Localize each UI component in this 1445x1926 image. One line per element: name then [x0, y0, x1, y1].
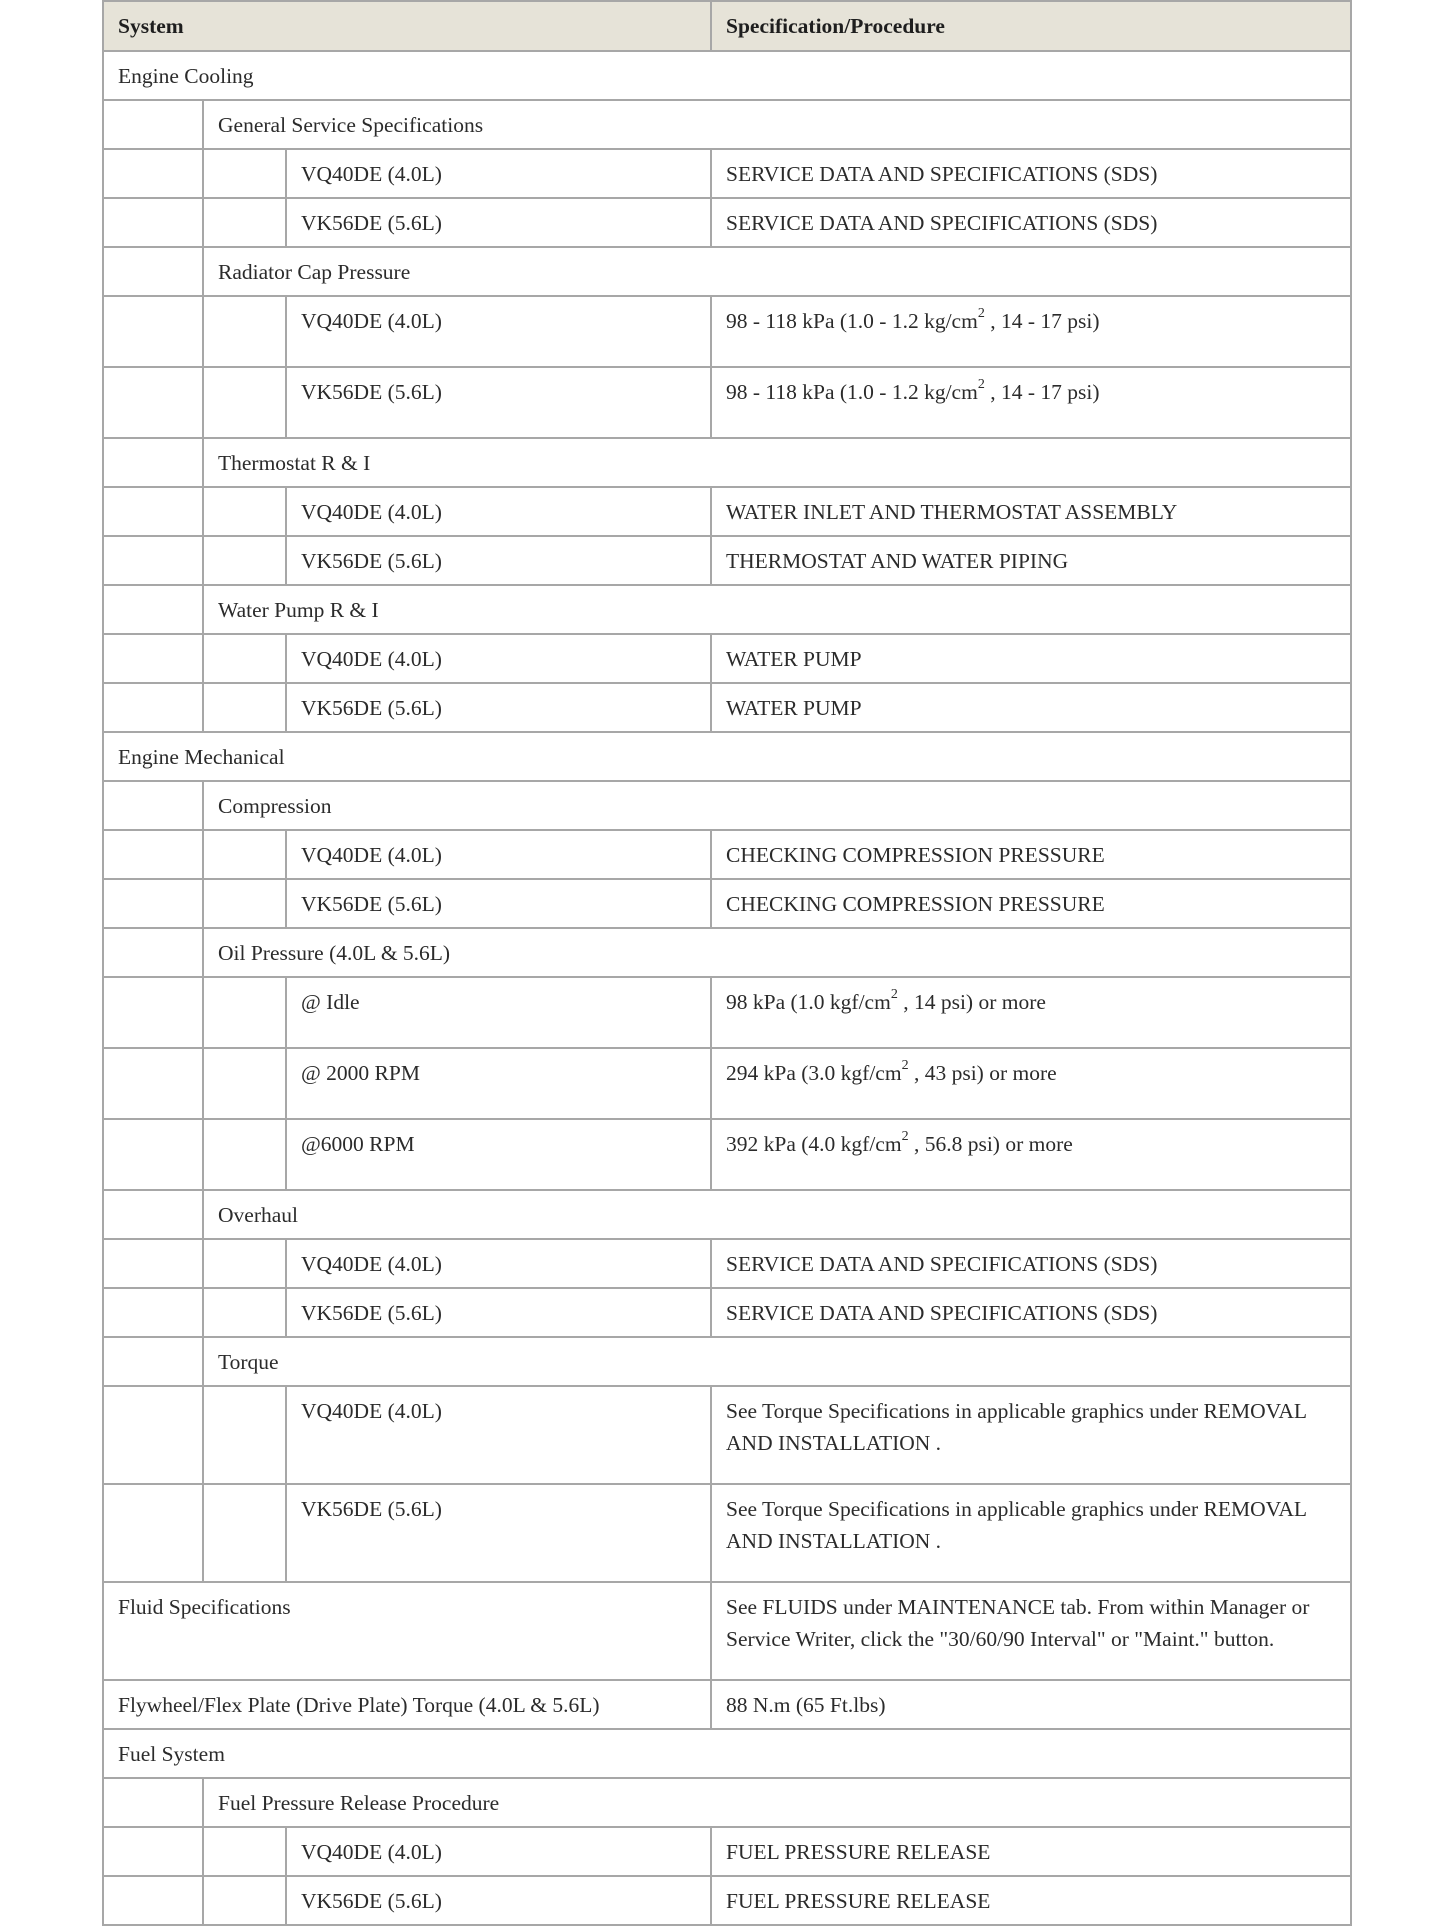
- table-row: [103, 1386, 1351, 1484]
- row-value: 98 - 118 kPa (1.0 - 1.2 $kg/cm^2$ , 14 - 17 psi): [711, 367, 1351, 438]
- row-label: VK56DE (5.6L): [286, 1876, 711, 1925]
- subsection-title: Overhaul: [203, 1190, 1351, 1239]
- section-title-engine-mechanical: Engine Mechanical: [103, 732, 1351, 781]
- row-label: VK56DE (5.6L): [286, 198, 711, 247]
- row-value: See Torque Specifications in applicable graphics under REMOVAL AND INSTALLATION .: [711, 1386, 1351, 1484]
- row-label: VK56DE (5.6L): [286, 879, 711, 928]
- subsection-title: Oil Pressure (4.0L & 5.6L): [203, 928, 1351, 977]
- subsection-row: [103, 100, 1351, 149]
- table-row: [103, 149, 1351, 198]
- table-row: [103, 296, 1351, 367]
- table-row: [103, 1048, 1351, 1119]
- row-value: SERVICE DATA AND SPECIFICATIONS (SDS): [711, 1288, 1351, 1337]
- subsection-row: [103, 585, 1351, 634]
- subsection-row: [103, 928, 1351, 977]
- subsection-title: Torque: [203, 1337, 1351, 1386]
- row-label: @ 2000 RPM: [286, 1048, 711, 1119]
- row-label: VQ40DE (4.0L): [286, 1827, 711, 1876]
- row-value: WATER PUMP: [711, 634, 1351, 683]
- subsection-row: [103, 247, 1351, 296]
- row-value: THERMOSTAT AND WATER PIPING: [711, 536, 1351, 585]
- subsection-row: [103, 1778, 1351, 1827]
- table-row: [103, 683, 1351, 732]
- table-row: [103, 487, 1351, 536]
- table-row: [103, 1582, 1351, 1680]
- subsection-title: Fuel Pressure Release Procedure: [203, 1778, 1351, 1827]
- section-title-engine-cooling: Engine Cooling: [103, 51, 1351, 100]
- table-row: [103, 198, 1351, 247]
- table-row: [103, 1288, 1351, 1337]
- row-label: VK56DE (5.6L): [286, 1288, 711, 1337]
- subsection-row: [103, 1337, 1351, 1386]
- row-value: FUEL PRESSURE RELEASE: [711, 1827, 1351, 1876]
- system-column-header: System: [103, 1, 711, 51]
- table-row: [103, 879, 1351, 928]
- table-header-row: [103, 1, 1351, 51]
- row-label: VQ40DE (4.0L): [286, 149, 711, 198]
- specifications-table: [102, 0, 1352, 1926]
- row-label: VQ40DE (4.0L): [286, 830, 711, 879]
- row-value: CHECKING COMPRESSION PRESSURE: [711, 879, 1351, 928]
- subsection-title: General Service Specifications: [203, 100, 1351, 149]
- subsection-title: Compression: [203, 781, 1351, 830]
- row-value: WATER INLET AND THERMOSTAT ASSEMBLY: [711, 487, 1351, 536]
- row-label: VQ40DE (4.0L): [286, 1239, 711, 1288]
- row-value: WATER PUMP: [711, 683, 1351, 732]
- row-value: 98 - 118 kPa (1.0 - 1.2 $kg/cm^2$ , 14 - 17 psi): [711, 296, 1351, 367]
- row-value: FUEL PRESSURE RELEASE: [711, 1876, 1351, 1925]
- fluid-spec-value: See FLUIDS under MAINTENANCE tab. From within Manager or Service Writer, click the "30/60/90 Interval" or "Maint." button.: [711, 1582, 1351, 1680]
- row-value: CHECKING COMPRESSION PRESSURE: [711, 830, 1351, 879]
- section-row: [103, 1729, 1351, 1778]
- section-title-fuel-system: Fuel System: [103, 1729, 1351, 1778]
- row-value: 392 kPa (4.0 kgf/$cm^2$ , 56.8 psi) or more: [711, 1119, 1351, 1190]
- row-label: VK56DE (5.6L): [286, 367, 711, 438]
- subsection-row: [103, 781, 1351, 830]
- flywheel-torque-value: 88 N.m (65 Ft.lbs): [711, 1680, 1351, 1729]
- table-row: [103, 1680, 1351, 1729]
- subsection-title: Water Pump R & I: [203, 585, 1351, 634]
- row-label: VK56DE (5.6L): [286, 683, 711, 732]
- row-value: SERVICE DATA AND SPECIFICATIONS (SDS): [711, 149, 1351, 198]
- table-row: [103, 634, 1351, 683]
- table-row: [103, 536, 1351, 585]
- table-row: [103, 977, 1351, 1048]
- table-row: [103, 1119, 1351, 1190]
- fluid-spec-label: Fluid Specifications: [103, 1582, 711, 1680]
- row-label: VQ40DE (4.0L): [286, 296, 711, 367]
- row-label: VK56DE (5.6L): [286, 1484, 711, 1582]
- spec-column-header: Specification/Procedure: [711, 1, 1351, 51]
- row-label: @6000 RPM: [286, 1119, 711, 1190]
- row-value: SERVICE DATA AND SPECIFICATIONS (SDS): [711, 198, 1351, 247]
- row-label: VQ40DE (4.0L): [286, 487, 711, 536]
- subsection-row: [103, 438, 1351, 487]
- row-label: @ Idle: [286, 977, 711, 1048]
- row-label: VK56DE (5.6L): [286, 536, 711, 585]
- subsection-row: [103, 1190, 1351, 1239]
- row-label: VQ40DE (4.0L): [286, 634, 711, 683]
- table-row: [103, 1827, 1351, 1876]
- table-row: [103, 367, 1351, 438]
- row-label: VQ40DE (4.0L): [286, 1386, 711, 1484]
- row-value: 98 kPa (1.0 kgf/$cm^2$ , 14 psi) or more: [711, 977, 1351, 1048]
- subsection-title: Thermostat R & I: [203, 438, 1351, 487]
- table-row: [103, 1876, 1351, 1925]
- row-value: SERVICE DATA AND SPECIFICATIONS (SDS): [711, 1239, 1351, 1288]
- row-value: 294 kPa (3.0 kgf/$cm^2$ , 43 psi) or more: [711, 1048, 1351, 1119]
- table-row: [103, 1484, 1351, 1582]
- table-row: [103, 830, 1351, 879]
- section-row: [103, 732, 1351, 781]
- subsection-title: Radiator Cap Pressure: [203, 247, 1351, 296]
- section-row: [103, 51, 1351, 100]
- table-row: [103, 1239, 1351, 1288]
- flywheel-torque-label: Flywheel/Flex Plate (Drive Plate) Torque (4.0L & 5.6L): [103, 1680, 711, 1729]
- row-value: See Torque Specifications in applicable graphics under REMOVAL AND INSTALLATION .: [711, 1484, 1351, 1582]
